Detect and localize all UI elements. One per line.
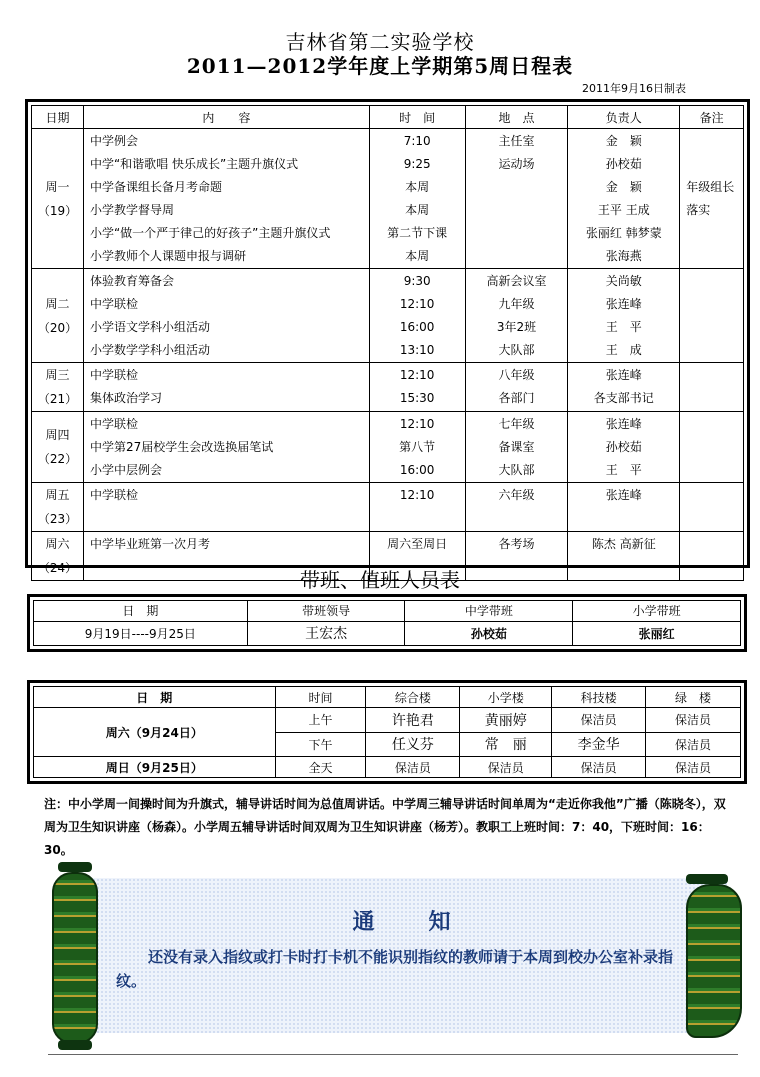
bld-col-time: 时间 — [275, 687, 366, 708]
event-time: 16:00 — [399, 463, 435, 477]
event-content: 中学例会 — [89, 134, 138, 148]
event-content: 小学教师个人课题申报与调研 — [89, 249, 246, 263]
schedule-table — [31, 105, 744, 581]
event-place: 运动场 — [498, 157, 535, 171]
day-cell — [32, 129, 84, 269]
event-place-cell — [465, 412, 568, 483]
building-header-row — [34, 687, 741, 708]
bld-col-lv: 绿 楼 — [646, 687, 741, 708]
event-time: 12:10 — [399, 297, 435, 311]
event-person: 金 颖 — [605, 134, 642, 148]
event-content-cell — [83, 483, 369, 532]
col-person: 负责人 — [568, 106, 680, 129]
event-place: 六年级 — [498, 488, 535, 502]
event-content: 集体政治学习 — [89, 391, 162, 405]
bld-cell: 上午 — [275, 708, 366, 733]
note-cell — [680, 129, 744, 269]
event-time: 周六至周日 — [387, 537, 448, 551]
event-time: 15:30 — [399, 391, 435, 405]
bld-cell: 黄丽婷 — [460, 708, 552, 733]
event-person: 孙校茹 — [605, 440, 642, 454]
event-content: 中学联检 — [89, 417, 138, 431]
notice-body: 还没有录入指纹或打卡时打卡机不能识别指纹的教师请于本周到校办公室补录指纹。 — [116, 948, 674, 990]
event-time-cell — [369, 412, 465, 483]
week-number: （24） — [37, 561, 78, 575]
event-content: 小学“做一个严于律己的好孩子”主题升旗仪式 — [89, 226, 331, 240]
bld-cell: 保洁员 — [366, 757, 460, 778]
day-label: 周五 — [45, 488, 70, 502]
event-time: 9:25 — [403, 157, 431, 171]
col-time: 时 间 — [369, 106, 465, 129]
event-place: 大队部 — [498, 343, 535, 357]
event-content: 小学数学学科小组活动 — [89, 343, 210, 357]
schedule-frame — [25, 99, 750, 575]
week-number: （21） — [37, 392, 78, 406]
building-frame — [27, 680, 747, 784]
event-place-cell — [465, 483, 568, 532]
event-person-cell — [568, 129, 680, 269]
event-place-cell — [465, 363, 568, 412]
col-place: 地 点 — [465, 106, 568, 129]
bld-cell: 保洁员 — [552, 757, 646, 778]
schedule-title: 2011—2012学年度上学期第5周日程表 — [186, 54, 574, 78]
event-place: 大队部 — [498, 463, 535, 477]
made-date: 2011年9月16日制表 — [582, 82, 686, 95]
event-person-cell — [568, 269, 680, 363]
event-person: 关尚敏 — [605, 274, 642, 288]
event-person: 王 成 — [605, 343, 642, 357]
schedule-day-row — [32, 412, 744, 483]
event-time: 第二节下课 — [387, 226, 448, 240]
event-person: 张丽红 韩梦蒙 — [585, 226, 662, 240]
day-label: 周六 — [45, 537, 70, 551]
event-person-cell — [568, 363, 680, 412]
event-time: 第八节 — [399, 440, 436, 454]
event-content: 小学语文学科小组活动 — [89, 320, 210, 334]
bld-col-zonghe: 综合楼 — [366, 687, 460, 708]
event-person: 张连峰 — [605, 368, 642, 382]
event-time-cell — [369, 129, 465, 269]
week-number: （19） — [37, 203, 78, 218]
event-content-cell — [83, 412, 369, 483]
event-place: 八年级 — [498, 368, 535, 382]
bld-col-keji: 科技楼 — [552, 687, 646, 708]
event-time: 12:10 — [399, 417, 435, 431]
schedule-header-row — [32, 106, 744, 129]
bld-sat-label: 周六（9月24日） — [34, 708, 276, 757]
schedule-day-row — [32, 129, 744, 269]
bld-cell: 下午 — [275, 732, 366, 757]
event-content: 中学联检 — [89, 368, 138, 382]
event-person: 陈杰 高新征 — [591, 537, 656, 551]
event-time: 12:10 — [399, 488, 435, 502]
bld-cell: 保洁员 — [460, 757, 552, 778]
event-place: 高新会议室 — [486, 274, 547, 288]
day-label: 周三 — [45, 368, 70, 382]
bld-cell: 常 丽 — [460, 732, 552, 757]
event-person: 孙校茹 — [605, 157, 642, 171]
event-time-cell — [369, 483, 465, 532]
note-text: 落实 — [686, 202, 711, 217]
schedule-day-row — [32, 483, 744, 532]
duty-col-leader: 带班领导 — [247, 601, 405, 622]
schedule-day-row — [32, 269, 744, 363]
event-time-cell — [369, 269, 465, 363]
bld-cell: 保洁员 — [646, 732, 741, 757]
col-date: 日期 — [32, 106, 84, 129]
event-content-cell — [83, 269, 369, 363]
event-content-cell — [83, 363, 369, 412]
bld-cell: 李金华 — [552, 732, 646, 757]
event-person: 金 颖 — [605, 180, 642, 194]
duty-frame — [27, 594, 747, 652]
bld-sun-row — [34, 757, 741, 778]
event-time-cell — [369, 363, 465, 412]
event-person-cell — [568, 412, 680, 483]
note-cell — [680, 363, 744, 412]
bld-sun-label: 周日（9月25日） — [34, 757, 276, 778]
duty-header-row — [34, 601, 741, 622]
event-person: 王 平 — [605, 463, 642, 477]
event-person-cell — [568, 483, 680, 532]
event-place-cell — [465, 269, 568, 363]
event-place-cell — [465, 129, 568, 269]
event-person: 张连峰 — [605, 488, 642, 502]
bottom-rule — [48, 1054, 738, 1055]
day-cell — [32, 269, 84, 363]
col-content: 内 容 — [83, 106, 369, 129]
event-time: 13:10 — [399, 343, 435, 357]
bld-cell: 许艳君 — [366, 708, 460, 733]
event-content: 中学毕业班第一次月考 — [89, 537, 210, 551]
building-table — [33, 686, 741, 778]
event-content: 中学备课组长备月考命题 — [89, 180, 222, 194]
schedule-day-row — [32, 363, 744, 412]
notice-title: 通 知 — [352, 910, 467, 935]
school-name: 吉林省第二实验学校 — [285, 30, 475, 54]
duty-table — [33, 600, 741, 646]
event-content: 小学中层例会 — [89, 463, 162, 477]
day-label: 周一 — [45, 179, 70, 194]
event-content: 中学联检 — [89, 488, 138, 502]
bld-sat-am-row — [34, 708, 741, 733]
event-content: 中学联检 — [89, 297, 138, 311]
event-content-cell — [83, 129, 369, 269]
bld-col-date: 日 期 — [34, 687, 276, 708]
event-person: 王平 王成 — [597, 203, 650, 217]
duty-col-primary: 小学带班 — [573, 601, 741, 622]
event-place — [466, 176, 568, 199]
bld-cell: 保洁员 — [552, 708, 646, 733]
event-place — [466, 199, 568, 222]
bld-cell: 保洁员 — [646, 757, 741, 778]
duty-col-middle: 中学带班 — [405, 601, 573, 622]
event-place: 3年2班 — [496, 320, 537, 334]
event-place: 七年级 — [498, 417, 535, 431]
week-number: （22） — [37, 452, 78, 466]
event-place: 各考场 — [498, 537, 535, 551]
event-place: 主任室 — [498, 134, 535, 148]
day-label: 周四 — [45, 428, 70, 442]
event-time: 本周 — [405, 249, 430, 263]
event-place — [466, 245, 568, 268]
bld-cell: 全天 — [275, 757, 366, 778]
event-person: 张海燕 — [605, 249, 642, 263]
duty-col-date: 日 期 — [34, 601, 248, 622]
note-cell — [680, 483, 744, 532]
col-note: 备注 — [680, 106, 744, 129]
event-place: 各部门 — [498, 391, 535, 405]
duty-primary: 张丽红 — [573, 621, 741, 645]
event-time: 本周 — [405, 180, 430, 194]
note-cell — [680, 412, 744, 483]
day-cell — [32, 363, 84, 412]
note-cell — [680, 269, 744, 363]
day-cell — [32, 412, 84, 483]
bld-cell: 任义芬 — [366, 732, 460, 757]
event-place — [466, 222, 568, 245]
event-content: 小学教学督导周 — [89, 203, 174, 217]
duty-date: 9月19日----9月25日 — [34, 621, 248, 645]
event-content: 中学“和谐歌唱 快乐成长”主题升旗仪式 — [89, 157, 299, 171]
event-content: 中学第27届校学生会改选换届笔试 — [89, 440, 274, 454]
event-time: 本周 — [405, 203, 430, 217]
duty-row — [34, 621, 741, 645]
bld-col-xiaoxue: 小学楼 — [460, 687, 552, 708]
duty-leader: 王宏杰 — [247, 621, 405, 645]
duty-title: 带班、值班人员表 — [300, 568, 460, 592]
event-place: 备课室 — [498, 440, 535, 454]
event-person: 王 平 — [605, 320, 642, 334]
duty-middle: 孙校茹 — [405, 621, 573, 645]
week-number: （23） — [37, 512, 78, 526]
event-content: 体验教育筹备会 — [89, 274, 174, 288]
note-text: 年级组长 — [686, 179, 735, 194]
event-time: 7:10 — [403, 134, 431, 148]
day-label: 周二 — [45, 296, 70, 311]
event-person: 张连峰 — [605, 297, 642, 311]
week-number: （20） — [37, 320, 78, 335]
day-cell — [32, 483, 84, 532]
event-person: 各支部书记 — [593, 391, 654, 405]
event-place: 九年级 — [498, 297, 535, 311]
event-time: 16:00 — [399, 320, 435, 334]
event-person: 张连峰 — [605, 417, 642, 431]
remark-note: 注：中小学周一间操时间为升旗式，辅导讲话时间为总值周讲话。中学周三辅导讲话时间单周为“走近你我他”广播（陈晓冬），双周为卫生知识讲座（杨森）。小学周五辅导讲话时间双周为卫生知识讲座（杨芳）。教职工上班时间：7：40，下班时间：16：30。 — [44, 797, 726, 857]
event-time: 12:10 — [399, 368, 435, 382]
event-time: 9:30 — [403, 274, 431, 288]
bld-cell: 保洁员 — [646, 708, 741, 733]
